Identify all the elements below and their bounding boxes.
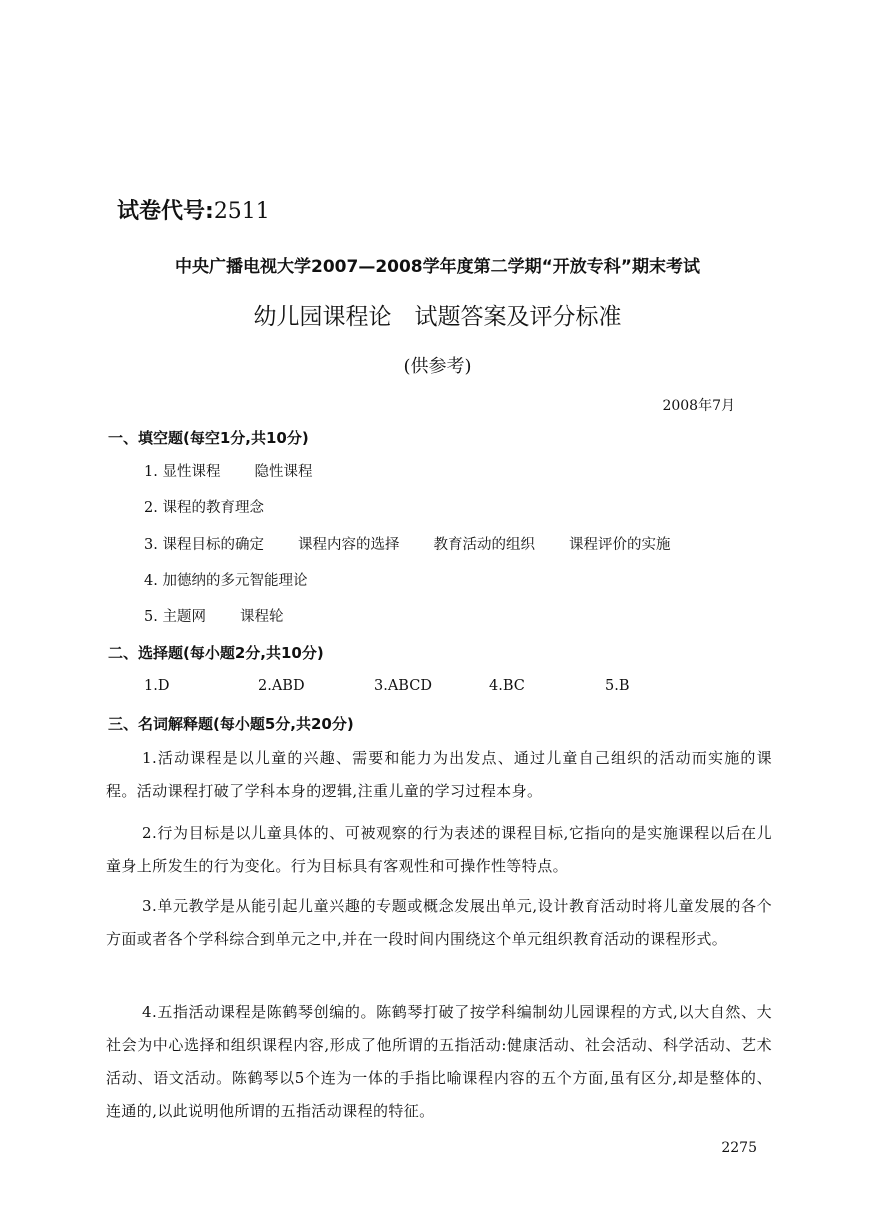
answer-text: 隐性课程: [254, 464, 313, 480]
paper-code-label: 试卷代号:: [117, 199, 214, 224]
item-number: 3.: [144, 537, 158, 553]
answer-text: 课程目标的确定: [162, 537, 264, 553]
reference-note: (供参考): [403, 356, 472, 377]
paper-code: [117, 194, 270, 225]
answer-text: 课程评价的实施: [568, 537, 671, 553]
fill-answer-2: [144, 496, 264, 517]
answer-text: 显性课程: [162, 464, 221, 480]
answer-text: 课程的教育理念: [162, 500, 264, 516]
fill-answer-1: [144, 460, 312, 481]
document-title: 幼儿园课程论 试题答案及评分标准: [253, 304, 622, 330]
definition-paragraph-2: 2.行为目标是以儿童具体的、可被观察的行为表述的课程目标,它指向的是实施课程以后在儿童身上所发生的行为变化。行为目标具有客观性和可操作性等特点。: [106, 824, 772, 875]
fill-answer-5: [144, 605, 283, 626]
choice-answer-1: 1.D: [144, 678, 170, 694]
item-number: 5.: [144, 609, 158, 625]
answer-text: 加德纳的多元智能理论: [162, 573, 308, 589]
item-number: 1.: [144, 464, 158, 480]
section3-heading: 三、名词解释题(每小题5分,共20分): [108, 715, 354, 733]
choice-answer-3: 3.ABCD: [374, 678, 432, 694]
definition-paragraph-4: 4.五指活动课程是陈鹤琴创编的。陈鹤琴打破了按学科编制幼儿园课程的方式,以大自然、大社会为中心选择和组织课程内容,形成了他所谓的五指活动:健康活动、社会活动、科学活动、艺术活动、语文活动。陈鹤琴以5个连为一体的手指比喻课程内容的五个方面,虽有区分,却是整体的、连通的,以此说明他所谓的五指活动课程的特征。: [106, 1003, 772, 1120]
section1-heading: 一、填空题(每空1分,共10分): [108, 429, 309, 447]
choice-answer-5: 5.B: [605, 678, 630, 694]
paper-code-number: 2511: [213, 199, 270, 224]
choice-answer-4: 4.BC: [489, 678, 525, 694]
fill-answer-4: [144, 569, 307, 590]
page-number: 2275: [721, 1140, 757, 1156]
fill-answer-3: [144, 533, 670, 554]
answer-text: 课程轮: [239, 609, 284, 625]
exam-date: 2008年7月: [662, 398, 735, 414]
definition-paragraph-3: 3.单元教学是从能引起儿童兴趣的专题或概念发展出单元,设计教育活动时将儿童发展的各个方面或者各个学科综合到单元之中,并在一段时间内围绕这个单元组织教育活动的课程形式。: [106, 897, 772, 948]
item-number: 2.: [144, 500, 158, 516]
answer-text: 教育活动的组织: [433, 537, 535, 553]
section2-heading: 二、选择题(每小题2分,共10分): [108, 644, 324, 662]
item-number: 4.: [144, 573, 158, 589]
choice-answer-2: 2.ABD: [258, 678, 305, 694]
exam-title: 中央广播电视大学2007—2008学年度第二学期“开放专科”期末考试: [175, 257, 700, 277]
answer-text: 课程内容的选择: [297, 537, 400, 553]
definition-paragraph-1: 1.活动课程是以儿童的兴趣、需要和能力为出发点、通过儿童自己组织的活动而实施的课程。活动课程打破了学科本身的逻辑,注重儿童的学习过程本身。: [106, 749, 772, 800]
answer-text: 主题网: [162, 609, 206, 625]
